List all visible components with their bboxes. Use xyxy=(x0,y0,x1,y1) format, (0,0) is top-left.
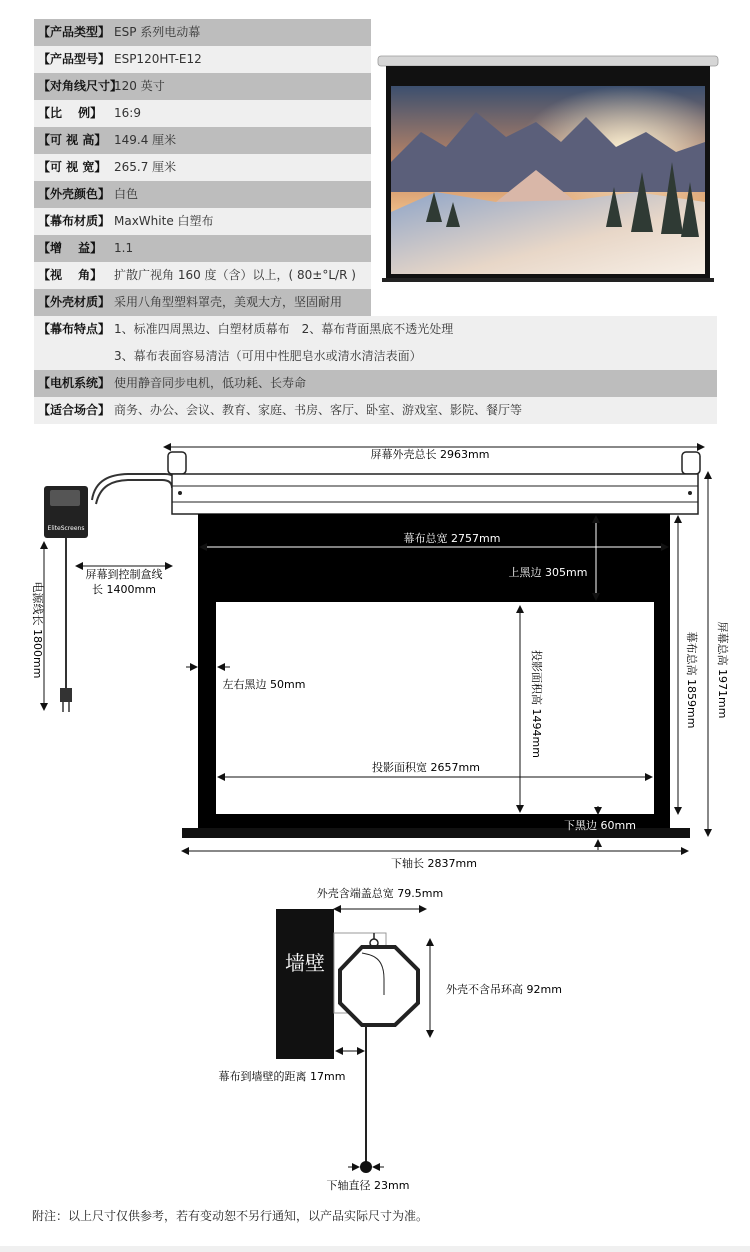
spec-row-angle: 【视 角】 扩散广视角 160 度（含）以上，( 80±°L/R ) xyxy=(34,262,371,289)
wall-label: 墙壁 xyxy=(285,951,325,975)
top-border-label: 上黑边 305mm xyxy=(508,566,588,579)
brand-logo: EliteScreens xyxy=(47,525,85,532)
section-diagram xyxy=(0,875,750,1205)
dimension-diagram xyxy=(0,430,750,880)
spec-row-features-2: 3、幕布表面容易清洁（可用中性肥皂水或清水清洁表面） xyxy=(34,343,717,370)
spec-row-model: 【产品型号】 ESP120HT-E12 xyxy=(34,46,371,73)
case-width-label: 外壳含端盖总宽 79.5mm xyxy=(316,887,444,900)
case-height-label: 外壳不含吊环高 92mm xyxy=(446,983,562,996)
power-cord-label: 电源线长 1800mm xyxy=(31,581,44,679)
cable-label-line2: 长 1400mm xyxy=(92,583,156,596)
bottom-rod-section xyxy=(360,1161,372,1173)
screen-width-label: 幕布总宽 2757mm xyxy=(403,532,501,545)
spec-row-ratio: 【比 例】 16:9 xyxy=(34,100,371,127)
spec-row-usage: 【适合场合】 商务、办公、会议、教育、家庭、书房、客厅、卧室、游戏室、影院、餐厅等 xyxy=(34,397,717,424)
product-photo xyxy=(376,52,720,284)
spec-row-gain: 【增 益】 1.1 xyxy=(34,235,371,262)
spec-row-type: 【产品类型】 ESP 系列电动幕 xyxy=(34,19,371,46)
spec-row-diagonal: 【对角线尺寸】120 英寸 xyxy=(34,73,371,100)
rod-diameter-label: 下轴直径 23mm xyxy=(326,1179,410,1192)
spec-row-view-width: 【可 视 宽】 265.7 厘米 xyxy=(34,154,371,181)
spec-row-features: 【幕布特点】 1、标准四周黑边、白塑材质幕布 2、幕布背面黑底不透光处理 xyxy=(34,316,717,343)
case-length-label: 屏幕外壳总长 2963mm xyxy=(370,448,490,461)
cable-label-line1: 屏幕到控制盒线 xyxy=(85,568,163,581)
spec-row-material: 【幕布材质】 MaxWhite 白塑布 xyxy=(34,208,371,235)
screen-case xyxy=(168,452,700,514)
side-border-label: 左右黑边 50mm xyxy=(222,678,306,691)
total-height-label: 屏幕总高 1971mm xyxy=(716,621,729,719)
screen-to-wall-label: 幕布到墙壁的距离 17mm xyxy=(218,1070,346,1083)
viewing-area xyxy=(216,602,654,814)
control-box xyxy=(44,486,88,538)
wall-block xyxy=(276,909,334,1059)
view-height-label: 投影面积高 1494mm xyxy=(530,650,543,758)
spec-row-case-material: 【外壳材质】 采用八角型塑料罩壳，美观大方，坚固耐用 xyxy=(34,289,371,316)
bottom-border-label: 下黑边 60mm xyxy=(564,819,636,832)
spec-row-case-color: 【外壳颜色】 白色 xyxy=(34,181,371,208)
bottom-rod-label: 下轴长 2837mm xyxy=(391,857,477,870)
footnote: 附注：以上尺寸仅供参考，若有变动恕不另行通知，以产品实际尺寸为准。 xyxy=(32,1209,429,1223)
view-width-label: 投影面积宽 2657mm xyxy=(372,761,480,774)
screen-height-label: 幕布总高 1859mm xyxy=(685,631,698,729)
bottom-divider xyxy=(0,1246,750,1252)
spec-row-view-height: 【可 视 高】 149.4 厘米 xyxy=(34,127,371,154)
octagon-case xyxy=(340,947,418,1025)
spec-row-motor: 【电机系统】 使用静音同步电机，低功耗、长寿命 xyxy=(34,370,717,397)
